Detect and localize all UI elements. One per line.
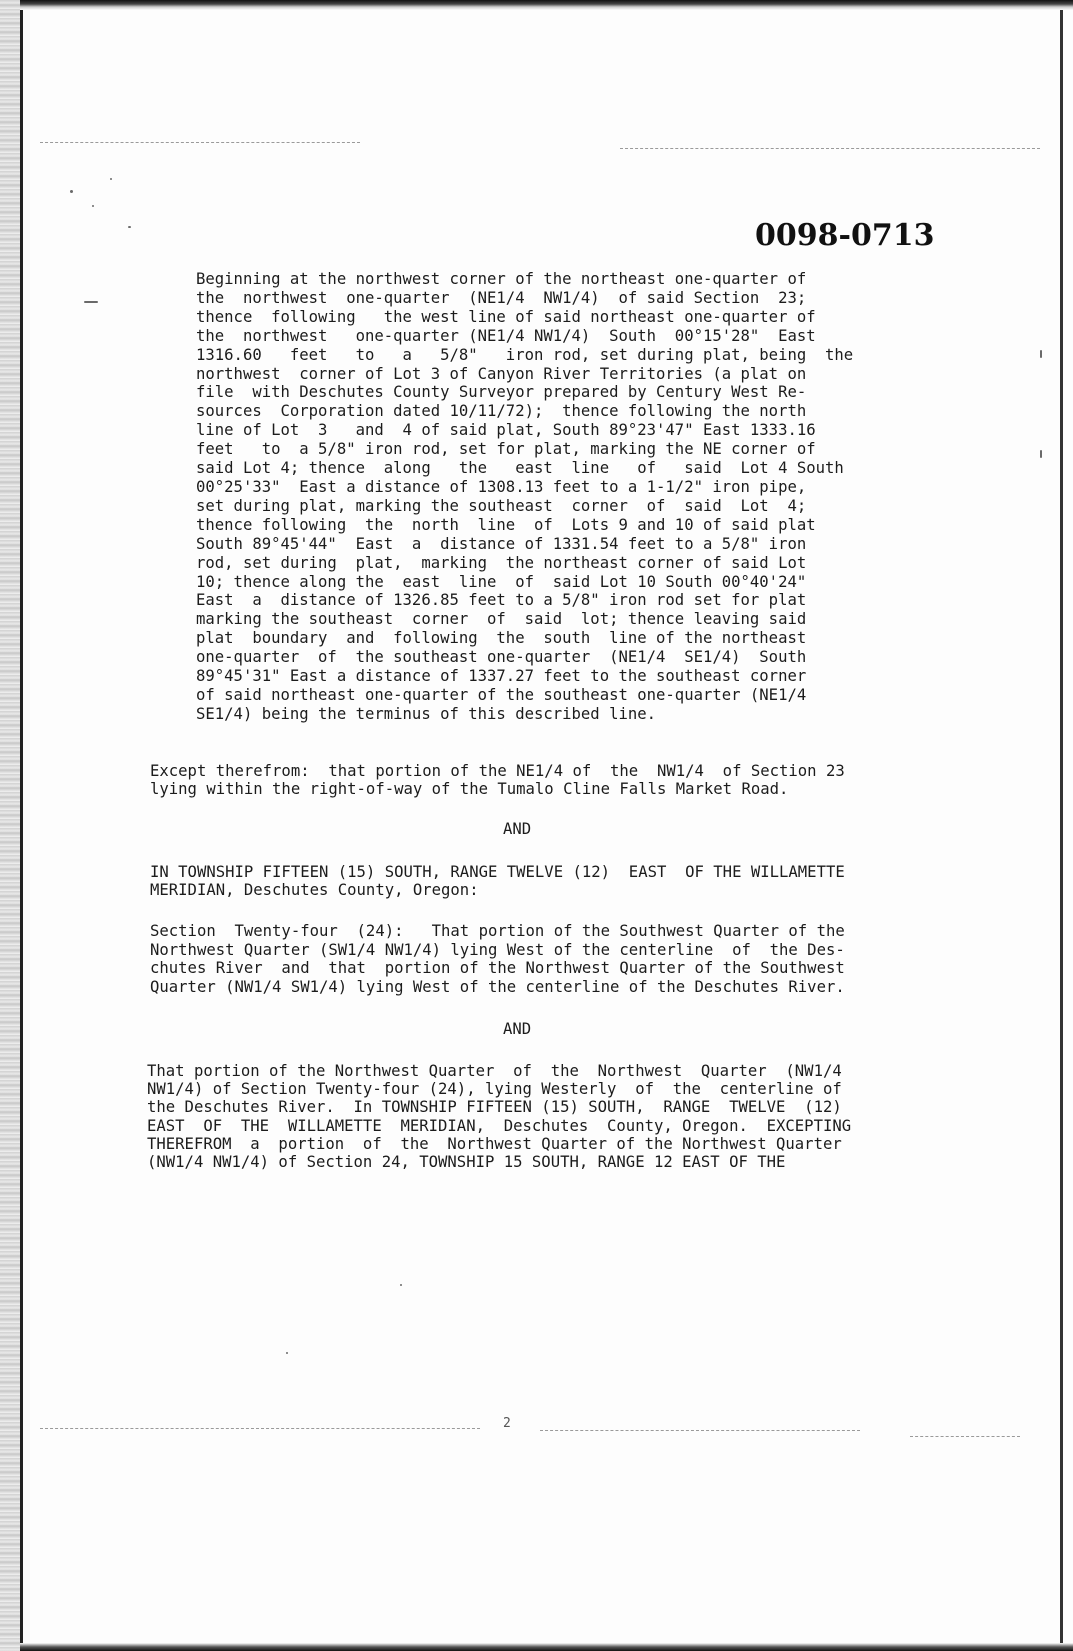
except-therefrom-paragraph: Except therefrom: that portion of the NE1/4 of the NW1/4 of Section 23 lying within the right-of-way of the Tumalo Cline Falls Market Road. bbox=[150, 762, 845, 798]
scan-speck bbox=[1040, 350, 1042, 358]
scan-speck bbox=[128, 226, 131, 228]
section-twenty-four-paragraph: Section Twenty-four (24): That portion of the Southwest Quarter of the Northwest Quarter (SW1/4 NW1/4) lying West of the centerline of the Des- chutes River and that portion of the Northwest Quarter of the Southwest Quarter (NW1/4 SW1/4) lying West of the centerline of the Deschutes River. bbox=[150, 922, 845, 996]
book-page-number-stamp: 0098-0713 bbox=[755, 218, 935, 253]
page-number: 2 bbox=[503, 1416, 511, 1431]
scan-artifact-line bbox=[540, 1430, 860, 1432]
scan-artifact-line bbox=[40, 1428, 480, 1430]
northwest-quarter-paragraph: That portion of the Northwest Quarter of the Northwest Quarter (NW1/4 NW1/4) of Section Twenty-four (24), lying Westerly of the centerline of the Deschutes River. In TOWNSHIP FIFTEEN (15) SOUTH, RANGE TWELVE (12) EAST OF THE WILLAMETTE MERIDIAN, Deschutes County, Oregon. EXCEPTING THEREFROM a portion of the Northwest Quarter of the Northwest Quarter (NW1/4 NW1/4) of Section 24, TOWNSHIP 15 SOUTH, RANGE 12 EAST OF THE bbox=[147, 1062, 852, 1172]
scan-speck bbox=[400, 1284, 402, 1286]
scan-speck bbox=[286, 1352, 288, 1354]
scan-speck bbox=[110, 178, 112, 180]
scan-speck bbox=[1040, 450, 1042, 458]
and-separator: AND bbox=[503, 1020, 532, 1038]
scan-speck bbox=[70, 190, 73, 193]
scan-speck bbox=[84, 301, 98, 303]
scan-margin-noise bbox=[0, 0, 20, 1651]
top-border-line bbox=[20, 0, 1073, 10]
scan-speck bbox=[92, 205, 94, 207]
bottom-border-line bbox=[20, 1643, 1073, 1651]
township-paragraph: IN TOWNSHIP FIFTEEN (15) SOUTH, RANGE TWELVE (12) EAST OF THE WILLAMETTE MERIDIAN, Deschutes County, Oregon: bbox=[150, 863, 845, 899]
left-border-line bbox=[20, 0, 23, 1651]
scan-artifact-line bbox=[910, 1436, 1020, 1438]
legal-description-paragraph: Beginning at the northwest corner of the northeast one-quarter of the northwest one-quarter (NE1/4 NW1/4) of said Section 23; thence following the west line of said northeast one-quarter of the northwest one-quarter (NE1/4 NW1/4) South 00°15'28" East 1316.60 feet to a 5/8" iron rod, set during plat, being the northwest corner of Lot 3 of Canyon River Territories (a plat on file with Deschutes County Surveyor prepared by Century West Re- sources Corporation dated 10/11/72); thence following the north line of Lot 3 and 4 of said plat, South 89°23'47" East 1333.16 feet to a 5/8" iron rod, set for plat, marking the NE corner of said Lot 4; thence along the east line of said Lot 4 South 00°25'33" East a distance of 1308.13 feet to a 1-1/2" iron pipe, set during plat, marking the southeast corner of said Lot 4; thence following the north line of Lots 9 and 10 of said plat South 89°45'44" East a distance of 1331.54 feet to a 5/8" iron rod, set during plat, marking the northeast corner of said Lot 10; thence along the east line of said Lot 10 South 00°40'24" East a distance of 1326.85 feet to a 5/8" iron rod set for plat marking the southeast corner of said lot; thence leaving said plat boundary and following the south line of the northeast one-quarter of the southeast one-quarter (NE1/4 SE1/4) South 89°45'31" East a distance of 1337.27 feet to the southeast corner of said northeast one-quarter of the southeast one-quarter (NE1/4 SE1/4) being the terminus of this described line. bbox=[196, 270, 854, 723]
and-separator: AND bbox=[503, 820, 532, 838]
scan-artifact-line bbox=[40, 142, 360, 144]
scan-artifact-line bbox=[620, 148, 1040, 150]
right-border-line bbox=[1060, 0, 1063, 1651]
